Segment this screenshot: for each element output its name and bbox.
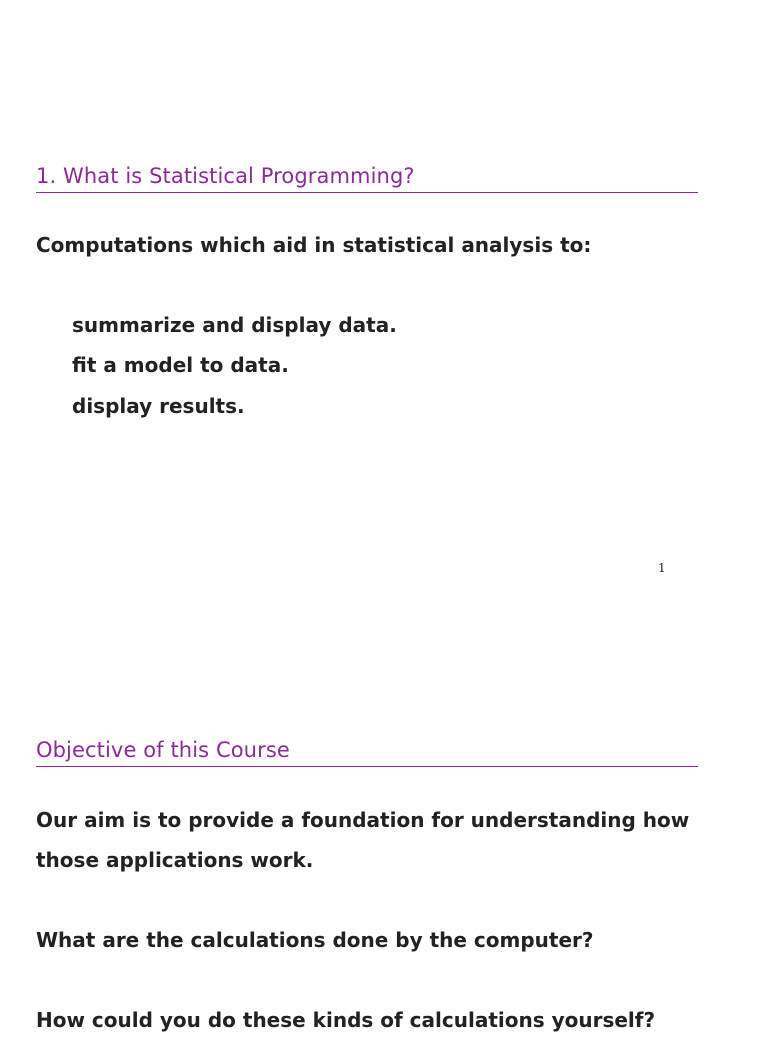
paragraph-line: those applications work.	[36, 848, 314, 872]
question-yourself: How could you do these kinds of calculations yourself?	[36, 1008, 656, 1032]
slide-2-title: Objective of this Course	[36, 737, 698, 767]
slide-1-intro: Computations which aid in statistical analysis to:	[36, 233, 592, 257]
paragraph-line: Our aim is to provide a foundation for understanding how	[36, 808, 690, 832]
question-calculations: What are the calculations done by the computer?	[36, 928, 594, 952]
list-item: summarize and display data.	[72, 313, 397, 337]
slide-1-title: 1. What is Statistical Programming?	[36, 163, 698, 193]
page-number: 1	[658, 561, 666, 575]
list-item: display results.	[72, 394, 245, 418]
list-item: fit a model to data.	[72, 353, 289, 377]
slide-2	[0, 620, 768, 1032]
